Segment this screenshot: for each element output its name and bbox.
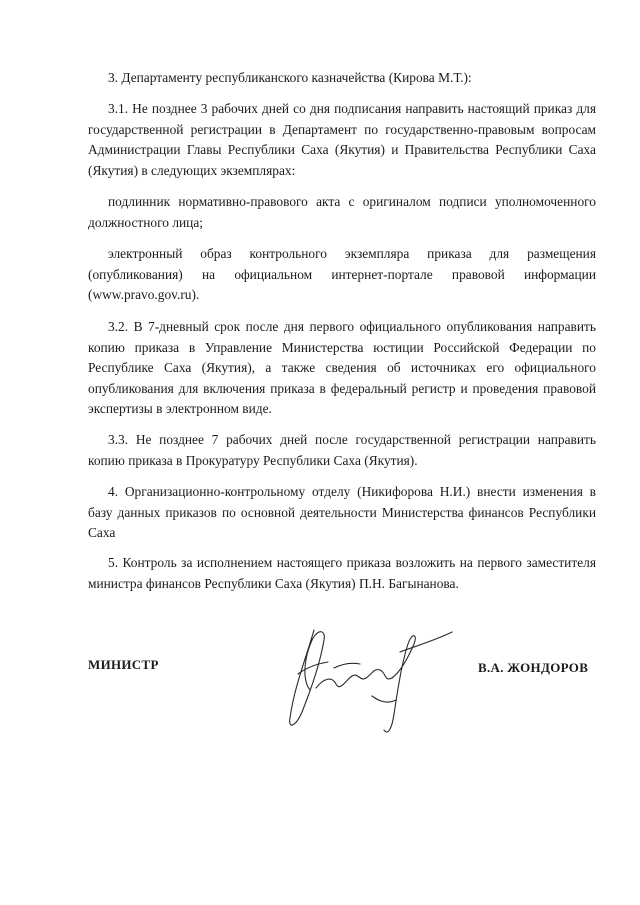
paragraph-3: 3. Департаменту республиканского казначейства (Кирова М.Т.):: [108, 70, 472, 85]
position-title: МИНИСТР: [88, 657, 159, 672]
paragraph-3-3: 3.3. Не позднее 7 рабочих дней после государственной регистрации направить копию приказа в Прокуратуру Республики Саха (Якутия).: [88, 432, 596, 468]
paragraph-5: 5. Контроль за исполнением настоящего приказа возложить на первого заместителя министра финансов Республики Саха (Якутия) П.Н. Багынанова.: [88, 555, 596, 591]
signer-name: В.А. ЖОНДОРОВ: [478, 660, 589, 675]
handwritten-signature-icon: [276, 618, 458, 742]
paragraph-electronic-copy: электронный образ контрольного экземпляра приказа для размещения (опубликования) на официальном интернет-портале правовой информации (www.pravo.gov.ru).: [88, 246, 596, 302]
paragraph-3-2: 3.2. В 7-дневный срок после дня первого официального опубликования направить копию приказа в Управление Министерства юстиции Российской Федерации по Республике Саха (Якутия), а также сведения об источниках его официального опубликования для включения приказа в федеральный регистр и проведения правовой экспертизы в электронном виде.: [88, 319, 596, 416]
paragraph-4: 4. Организационно-контрольному отделу (Никифорова Н.И.) внести изменения в базу данных приказов по основной деятельности Министерства финансов Республики Саха: [88, 484, 596, 540]
paragraph-3-1: 3.1. Не позднее 3 рабочих дней со дня подписания направить настоящий приказ для государственной регистрации в Департамент по государственно-правовым вопросам Администрации Главы Республики Саха (Якутия) и Правительства Республики Саха (Якутия) в следующих экземплярах:: [88, 101, 596, 178]
paragraph-original-copy: подлинник нормативно-правового акта с оригиналом подписи уполномоченного должностного лица;: [88, 194, 596, 230]
